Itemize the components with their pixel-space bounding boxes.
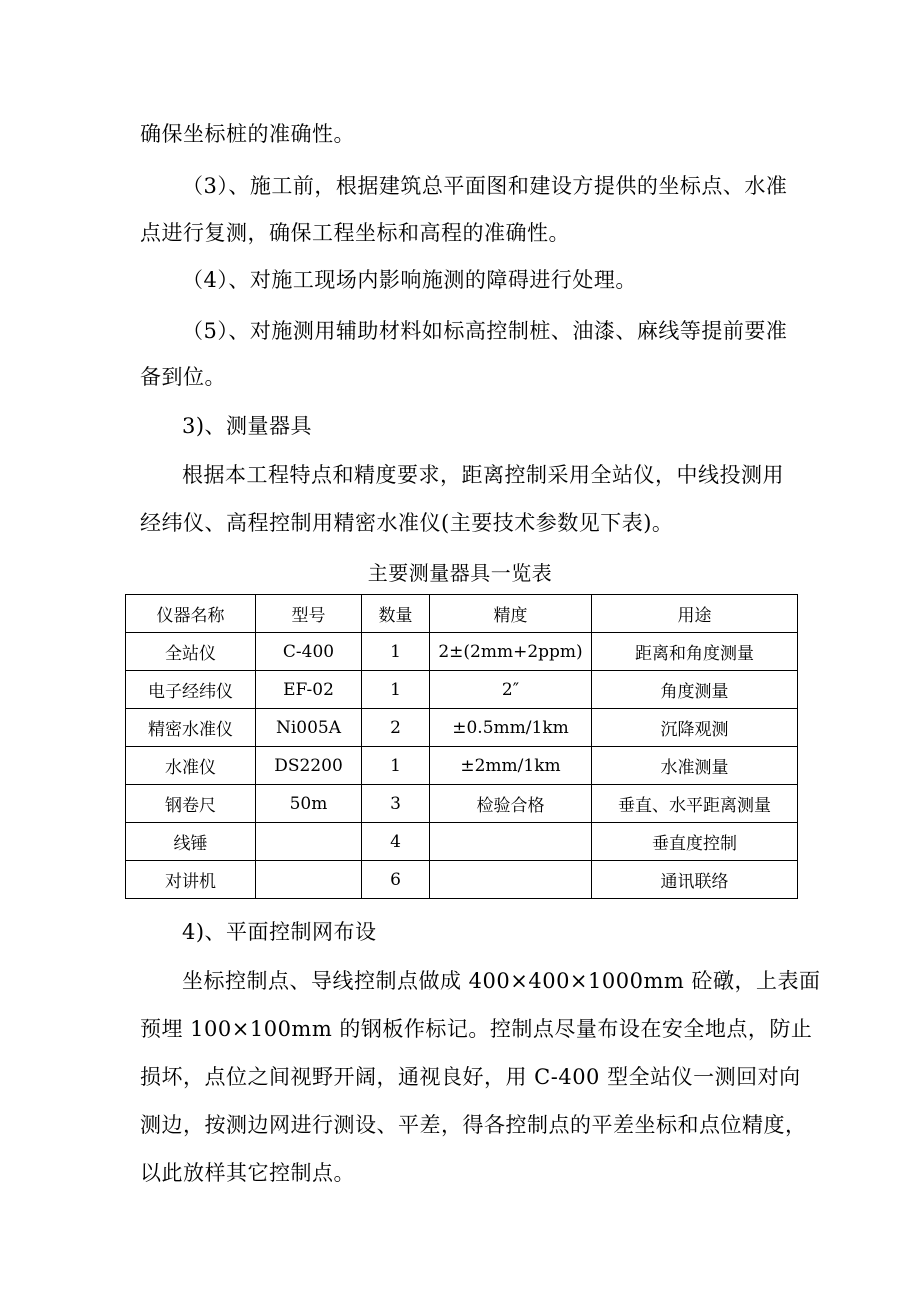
table-cell: 50m: [256, 785, 362, 823]
instruments-table: [125, 594, 798, 899]
table-cell: [430, 823, 592, 861]
table-cell: 垂直度控制: [592, 823, 798, 861]
section-heading: 4)、平面控制网布设: [182, 920, 377, 944]
text-line: 测边，按测边网进行测设、平差，得各控制点的平差坐标和点位精度，: [140, 1113, 807, 1137]
table-cell: 检验合格: [430, 785, 592, 823]
text-line: （4）、对施工现场内影响施测的障碍进行处理。: [182, 268, 637, 292]
table-cell: 全站仪: [126, 633, 256, 671]
text-line: 坐标控制点、导线控制点做成 400×400×1000mm 砼礅，上表面: [182, 969, 821, 993]
table-cell: DS2200: [256, 747, 362, 785]
text-line: 损坏，点位之间视野开阔，通视良好，用 C-400 型全站仪一测回对向: [140, 1065, 801, 1089]
table-cell: 电子经纬仪: [126, 671, 256, 709]
table-header-row: [126, 595, 798, 633]
table-row: [126, 747, 798, 785]
table-cell: 1: [362, 747, 430, 785]
header-cell: 仪器名称: [126, 595, 256, 633]
text-line: 预埋 100×100mm 的钢板作标记。控制点尽量布设在安全地点，防止: [140, 1017, 813, 1041]
table-cell: 1: [362, 671, 430, 709]
table-cell: 垂直、水平距离测量: [592, 785, 798, 823]
table-caption: 主要测量器具一览表: [367, 561, 553, 585]
table-row: [126, 633, 798, 671]
table-cell: [430, 861, 592, 899]
table-cell: 1: [362, 633, 430, 671]
header-cell: 型号: [256, 595, 362, 633]
table-cell: [256, 823, 362, 861]
table-cell: C-400: [256, 633, 362, 671]
table-cell: 距离和角度测量: [592, 633, 798, 671]
table-cell: 钢卷尺: [126, 785, 256, 823]
section-heading: 3)、测量器具: [182, 414, 313, 438]
table-cell: 通讯联络: [592, 861, 798, 899]
header-cell: 用途: [592, 595, 798, 633]
table-cell: 2: [362, 709, 430, 747]
table-cell: 水准仪: [126, 747, 256, 785]
table-cell: ±2mm/1km: [430, 747, 592, 785]
table-row: [126, 671, 798, 709]
text-line: （3）、施工前，根据建筑总平面图和建设方提供的坐标点、水准: [182, 174, 788, 198]
table-row: [126, 785, 798, 823]
table-cell: 水准测量: [592, 747, 798, 785]
table-cell: ±0.5mm/1km: [430, 709, 592, 747]
table-cell: 6: [362, 861, 430, 899]
table-cell: [256, 861, 362, 899]
table-row: [126, 823, 798, 861]
table-cell: 4: [362, 823, 430, 861]
table-cell: 2″: [430, 671, 592, 709]
table-cell: 角度测量: [592, 671, 798, 709]
table-row: [126, 861, 798, 899]
text-line: 点进行复测，确保工程坐标和高程的准确性。: [140, 221, 570, 245]
header-cell: 数量: [362, 595, 430, 633]
text-line: （5）、对施测用辅助材料如标高控制桩、油漆、麻线等提前要准: [182, 319, 788, 343]
table-cell: EF-02: [256, 671, 362, 709]
table-cell: Ni005A: [256, 709, 362, 747]
table-cell: 线锤: [126, 823, 256, 861]
text-line: 备到位。: [140, 365, 226, 389]
table-cell: 2±(2mm+2ppm): [430, 633, 592, 671]
table-cell: 对讲机: [126, 861, 256, 899]
table-cell: 3: [362, 785, 430, 823]
table-cell: 精密水准仪: [126, 709, 256, 747]
header-cell: 精度: [430, 595, 592, 633]
text-line: 根据本工程特点和精度要求，距离控制采用全站仪，中线投测用: [182, 463, 784, 487]
table-cell: 沉降观测: [592, 709, 798, 747]
text-line: 经纬仪、高程控制用精密水准仪(主要技术参数见下表)。: [140, 511, 674, 535]
table-row: [126, 709, 798, 747]
text-line: 以此放样其它控制点。: [140, 1161, 355, 1185]
text-line: 确保坐标桩的准确性。: [140, 122, 355, 146]
